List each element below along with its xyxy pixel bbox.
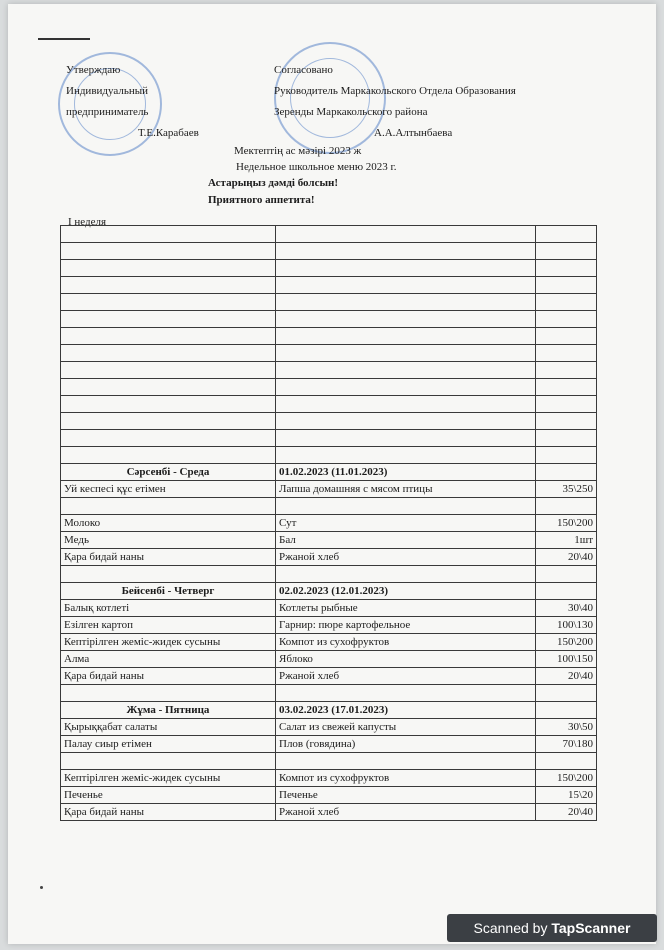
rus-wish: Приятного аппетита! [208, 194, 315, 206]
dish-rus: Ржаной хлеб [276, 549, 536, 566]
menu-row [61, 685, 597, 702]
empty-row [61, 260, 597, 277]
menu-row [61, 651, 597, 668]
scanner-brand: TapScanner [551, 920, 631, 936]
dish-qty: 150\200 [536, 634, 597, 651]
dish-qty: 150\200 [536, 515, 597, 532]
day-date: 02.02.2023 (12.01.2023) [276, 583, 536, 600]
dish-qty [536, 498, 597, 515]
approval-right-line3: Зеренды Маркакольского района [274, 106, 428, 118]
menu-row [61, 498, 597, 515]
speck [40, 886, 43, 889]
menu-row [61, 549, 597, 566]
dish-qty: 100\130 [536, 617, 597, 634]
day-header-friday [61, 702, 597, 719]
empty-row [61, 226, 597, 243]
approval-right [274, 60, 516, 144]
dish-rus: Лапша домашняя с мясом птицы [276, 481, 536, 498]
dish-rus: Бал [276, 532, 536, 549]
dish-kaz: Кептірілген жеміс-жидек сусыны [61, 770, 276, 787]
day-date: 01.02.2023 (11.01.2023) [276, 464, 536, 481]
dish-rus: Сут [276, 515, 536, 532]
dish-kaz: Езілген картоп [61, 617, 276, 634]
dish-kaz [61, 566, 276, 583]
dish-kaz: Молоко [61, 515, 276, 532]
dish-qty: 20\40 [536, 804, 597, 821]
dish-kaz: Қара бидай наны [61, 668, 276, 685]
approval-right-line2: Руководитель Маркакольского Отдела Образования [274, 85, 516, 97]
day-name: Жұма - Пятница [61, 702, 276, 719]
approval-left-line3: предприниматель [66, 106, 149, 118]
empty-row [61, 396, 597, 413]
menu-row [61, 617, 597, 634]
dish-qty [536, 685, 597, 702]
menu-row [61, 804, 597, 821]
menu-row [61, 634, 597, 651]
approval-left-line2: Индивидуальный [66, 85, 148, 97]
empty-row [61, 447, 597, 464]
empty-row [61, 328, 597, 345]
dish-rus: Яблоко [276, 651, 536, 668]
day-name: Бейсенбі - Четверг [61, 583, 276, 600]
dish-rus [276, 685, 536, 702]
menu-row [61, 770, 597, 787]
dish-qty: 20\40 [536, 549, 597, 566]
dish-rus: Котлеты рыбные [276, 600, 536, 617]
empty-row [61, 277, 597, 294]
dish-kaz: Қара бидай наны [61, 804, 276, 821]
corner-dash [38, 38, 90, 40]
dish-rus [276, 498, 536, 515]
approval-right-line1: Согласовано [274, 64, 333, 76]
menu-table [60, 225, 597, 821]
menu-row [61, 532, 597, 549]
dish-kaz: Қырыққабат салаты [61, 719, 276, 736]
dish-rus [276, 753, 536, 770]
menu-row [61, 515, 597, 532]
menu-row [61, 787, 597, 804]
week-label: I неделя [68, 216, 107, 228]
approval-left-line1: Утверждаю [66, 64, 121, 76]
dish-kaz [61, 498, 276, 515]
dish-rus: Ржаной хлеб [276, 804, 536, 821]
approval-left [66, 60, 199, 144]
dish-rus: Печенье [276, 787, 536, 804]
dish-qty: 35\250 [536, 481, 597, 498]
dish-kaz: Қара бидай наны [61, 549, 276, 566]
day-header-wednesday [61, 464, 597, 481]
dish-rus: Компот из сухофруктов [276, 634, 536, 651]
dish-kaz: Уй кеспесі құс етімен [61, 481, 276, 498]
menu-row [61, 736, 597, 753]
approval-right-signature: А.А.Алтынбаева [374, 127, 453, 139]
dish-rus [276, 566, 536, 583]
approval-left-signature: Т.Е.Карабаев [138, 127, 199, 139]
dish-rus: Салат из свежей капусты [276, 719, 536, 736]
dish-kaz: Палау сиыр етімен [61, 736, 276, 753]
scanner-prefix: Scanned by [473, 920, 552, 936]
empty-row [61, 345, 597, 362]
scanner-badge [447, 914, 657, 942]
dish-qty: 30\50 [536, 719, 597, 736]
day-name: Сәрсенбі - Среда [61, 464, 276, 481]
dish-kaz: Печенье [61, 787, 276, 804]
menu-row [61, 668, 597, 685]
dish-kaz: Кептірілген жеміс-жидек сусыны [61, 634, 276, 651]
day-date: 03.02.2023 (17.01.2023) [276, 702, 536, 719]
dish-qty: 1шт [536, 532, 597, 549]
dish-qty [536, 753, 597, 770]
menu-row [61, 481, 597, 498]
dish-rus: Гарнир: пюре картофельное [276, 617, 536, 634]
empty-row [61, 413, 597, 430]
empty-row [61, 311, 597, 328]
dish-qty: 70\180 [536, 736, 597, 753]
dish-kaz [61, 753, 276, 770]
dish-qty: 100\150 [536, 651, 597, 668]
menu-row [61, 719, 597, 736]
dish-rus: Компот из сухофруктов [276, 770, 536, 787]
day-header-thursday [61, 583, 597, 600]
kaz-title: Мектептің ас мәзірі 2023 ж [234, 145, 362, 157]
menu-row [61, 600, 597, 617]
dish-qty: 30\40 [536, 600, 597, 617]
dish-qty: 15\20 [536, 787, 597, 804]
dish-qty: 20\40 [536, 668, 597, 685]
empty-row [61, 294, 597, 311]
empty-row [61, 362, 597, 379]
menu-row [61, 753, 597, 770]
menu-row [61, 566, 597, 583]
dish-qty [536, 566, 597, 583]
kaz-wish: Астарыңыз дәмді болсын! [208, 177, 339, 189]
dish-kaz: Медь [61, 532, 276, 549]
empty-row [61, 243, 597, 260]
empty-row [61, 430, 597, 447]
empty-row [61, 379, 597, 396]
dish-kaz: Алма [61, 651, 276, 668]
dish-rus: Плов (говядина) [276, 736, 536, 753]
rus-title: Недельное школьное меню 2023 г. [236, 161, 397, 173]
dish-rus: Ржаной хлеб [276, 668, 536, 685]
dish-kaz: Балық котлеті [61, 600, 276, 617]
dish-kaz [61, 685, 276, 702]
dish-qty: 150\200 [536, 770, 597, 787]
